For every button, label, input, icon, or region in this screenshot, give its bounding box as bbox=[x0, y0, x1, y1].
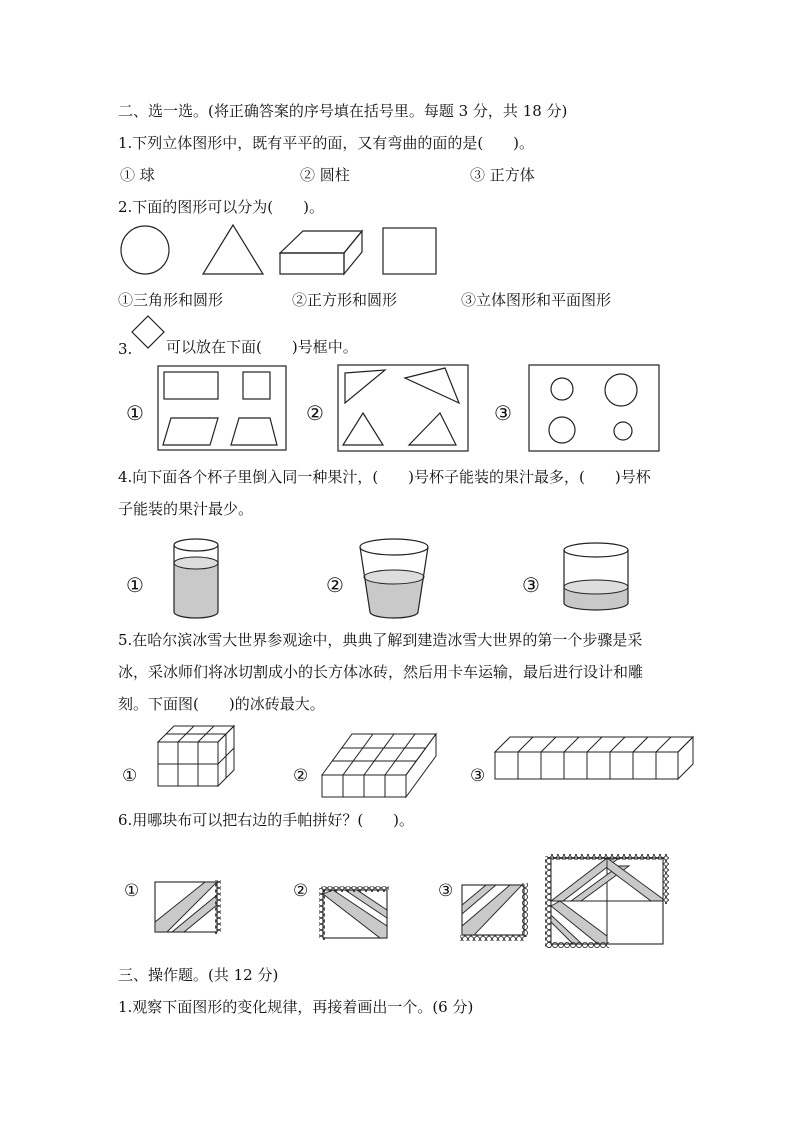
question-1-stem: 1.下列立体图形中，既有平平的面，又有弯曲的面的是( )。 bbox=[118, 134, 535, 152]
q5-block-3 bbox=[495, 737, 693, 779]
q3-label-2: ② bbox=[306, 401, 324, 425]
q2-option-1: ①三角形和圆形 bbox=[118, 291, 224, 309]
q1-option-2: ② 圆柱 bbox=[300, 166, 350, 184]
q3-diamond-icon bbox=[130, 314, 170, 354]
question-3-stem: 可以放在下面( )号框中。 bbox=[166, 338, 358, 356]
question-4-line-2: 子能装的果汁最少。 bbox=[118, 500, 254, 518]
q5-block-2 bbox=[322, 734, 436, 797]
q2-option-3: ③立体图形和平面图形 bbox=[461, 291, 612, 309]
question-3-number: 3. bbox=[118, 340, 133, 358]
section-heading-choose: 二、选一选。(将正确答案的序号填在括号里。每题 3 分，共 18 分) bbox=[118, 102, 568, 120]
q2-triangle-shape bbox=[203, 225, 263, 274]
q6-label-3: ③ bbox=[438, 881, 454, 901]
q6-cloth-1 bbox=[155, 880, 221, 934]
q2-square-shape bbox=[383, 228, 436, 274]
question-5-line-2: 冰，采冰师们将冰切割成小的长方体冰砖，然后用卡车运输，最后进行设计和雕 bbox=[118, 663, 644, 681]
section-heading-operation: 三、操作题。(共 12 分) bbox=[118, 966, 279, 984]
q3-label-3: ③ bbox=[494, 401, 512, 425]
q6-cloth-2 bbox=[319, 886, 389, 940]
q4-label-2: ② bbox=[326, 573, 344, 597]
q6-label-1: ① bbox=[124, 881, 140, 901]
section3-question-1-stem: 1.观察下面图形的变化规律，再接着画出一个。(6 分) bbox=[118, 998, 474, 1016]
q6-cloth-3 bbox=[460, 883, 528, 941]
q6-label-2: ② bbox=[293, 881, 309, 901]
q1-option-3: ③ 正方体 bbox=[470, 166, 535, 184]
q3-label-1: ① bbox=[126, 401, 144, 425]
question-2-stem: 2.下面的图形可以分为( )。 bbox=[118, 198, 325, 216]
q4-cup-1 bbox=[174, 539, 218, 618]
q2-circle-shape bbox=[121, 226, 169, 274]
q4-label-3: ③ bbox=[522, 573, 540, 597]
q4-label-1: ① bbox=[126, 573, 144, 597]
q2-cuboid-shape bbox=[280, 231, 362, 274]
q3-box-3 bbox=[529, 365, 659, 451]
q4-cup-2 bbox=[360, 539, 428, 618]
q5-label-3: ③ bbox=[470, 766, 486, 786]
question-6-stem: 6.用哪块布可以把右边的手帕拼好？( )。 bbox=[118, 811, 415, 829]
q3-box-2 bbox=[338, 365, 468, 451]
q3-box-1 bbox=[158, 366, 286, 450]
q5-label-2: ② bbox=[293, 766, 309, 786]
q4-cup-3 bbox=[564, 543, 628, 610]
question-5-line-3: 刻。下面图( )的冰砖最大。 bbox=[118, 695, 325, 713]
question-4-line-1: 4.向下面各个杯子里倒入同一种果汁，( )号杯子能装的果汁最多，( )号杯 bbox=[118, 468, 651, 486]
q1-option-1: ① 球 bbox=[120, 166, 155, 184]
q5-label-1: ① bbox=[122, 766, 138, 786]
q2-option-2: ②正方形和圆形 bbox=[292, 291, 398, 309]
q6-handkerchief bbox=[545, 854, 669, 948]
question-5-line-1: 5.在哈尔滨冰雪大世界参观途中，典典了解到建造冰雪大世界的第一个步骤是采 bbox=[118, 631, 643, 649]
q5-block-1 bbox=[158, 726, 234, 786]
